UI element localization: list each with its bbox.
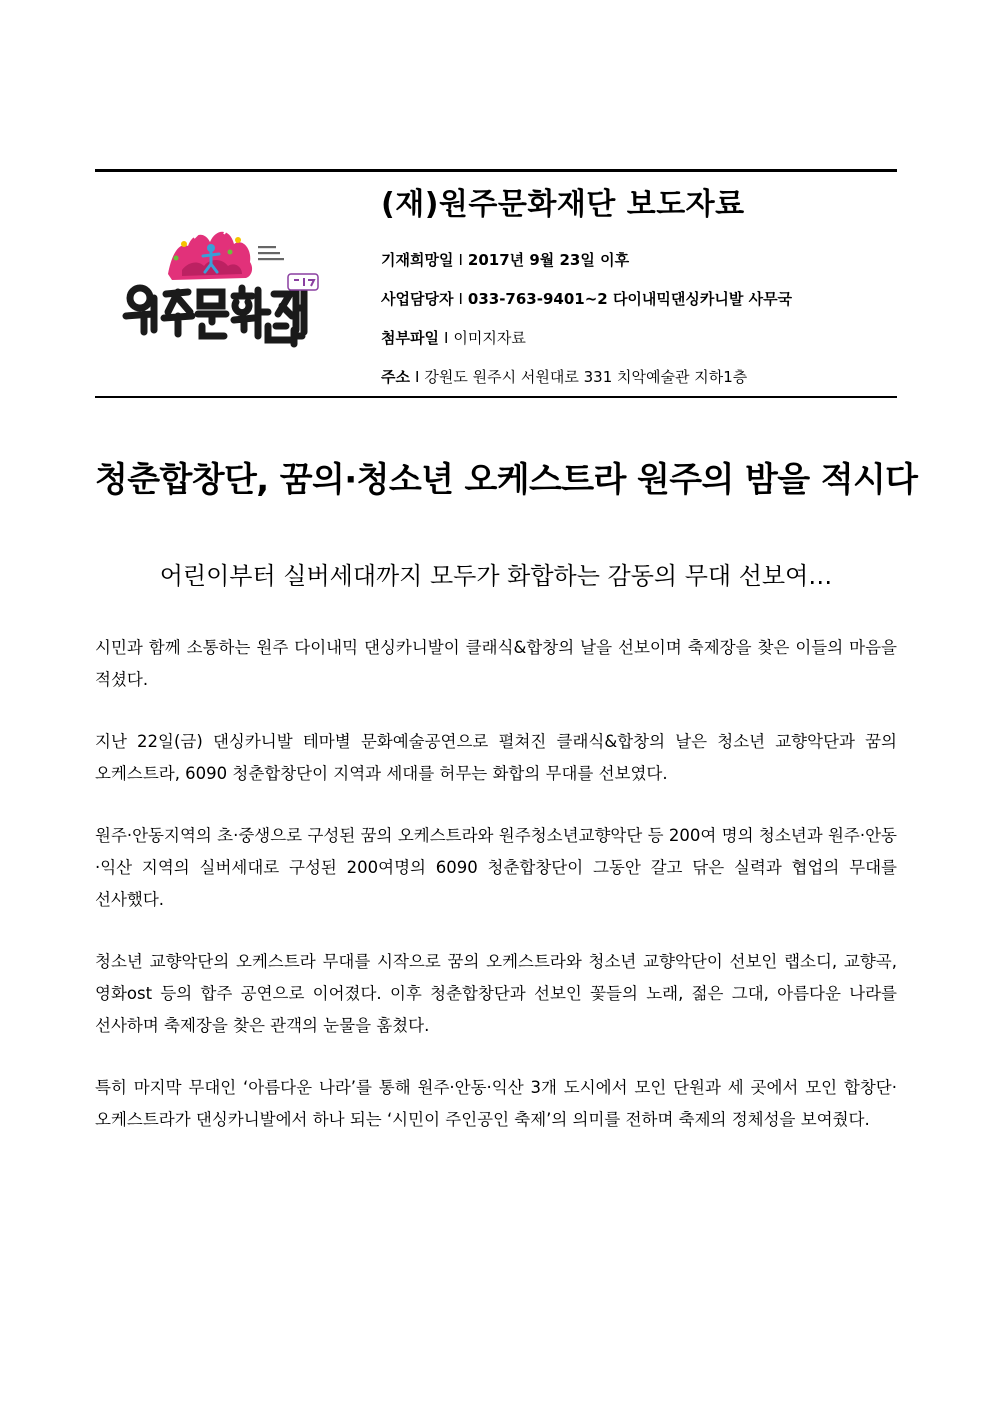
article-subheadline: 어린이부터 실버세대까지 모두가 화합하는 감동의 무대 선보여…	[159, 562, 833, 590]
meta-value: 2017년 9월 23일 이후	[467, 251, 630, 269]
meta-separator: I	[443, 329, 449, 347]
article-paragraph: 지난 22일(금) 댄싱카니발 테마별 문화예술공연으로 펼쳐진 클래식&합창의 날은 청소년 교향악단과 꿈의 오케스트라, 6090 청춘합창단이 지역과 세대를 허무는 화합의 무대를 선보였다.	[95, 732, 897, 783]
article-paragraph: 원주·안동지역의 초·중생으로 구성된 꿈의 오케스트라와 원주청소년교향악단 등 200여 명의 청소년과 원주·안동·익산 지역의 실버세대로 구성된 200여명의 6090 청춘합창단이 그동안 갈고 닦은 실력과 협업의 무대를 선사했다.	[95, 826, 897, 909]
meta-value: 이미지자료	[453, 329, 526, 347]
meta-separator: I	[458, 251, 463, 269]
top-rule	[95, 169, 897, 172]
bottom-rule	[95, 396, 897, 398]
article-headline: 청춘합창단, 꿈의·청소년 오케스트라 원주의 밤을 적시다	[95, 460, 918, 500]
meta-separator: I	[414, 368, 420, 386]
article-paragraph: 시민과 함께 소통하는 원주 다이내믹 댄싱카니발이 클래식&합창의 날을 선보이며 축제장을 찾은 이들의 마음을 적셨다.	[95, 638, 897, 689]
press-release-title: (재)원주문화재단 보도자료	[381, 187, 745, 222]
meta-row-address	[381, 367, 747, 387]
meta-label: 기재희망일	[381, 251, 454, 269]
logo-graphic	[118, 218, 328, 348]
meta-row-release-date	[381, 250, 629, 270]
meta-separator: I	[458, 290, 463, 308]
article-body	[95, 632, 897, 1166]
meta-label: 첨부파일	[381, 329, 439, 347]
meta-label: 사업담당자	[381, 290, 454, 308]
article-paragraph: 특히 마지막 무대인 ‘아름다운 나라’를 통해 원주·안동·익산 3개 도시에서 모인 단원과 세 곳에서 모인 합창단·오케스트라가 댄싱카니발에서 하나 되는 ‘시민이 주인공인 축제’의 의미를 전하며 축제의 정체성을 보여줬다.	[95, 1078, 897, 1129]
article-paragraph: 청소년 교향악단의 오케스트라 무대를 시작으로 꿈의 오케스트라와 청소년 교향악단이 선보인 랩소디, 교향곡, 영화ost 등의 합주 공연으로 이어졌다. 이후 청춘합창단과 선보인 꽃들의 노래, 젊은 그대, 아름다운 나라를 선사하며 축제장을 찾은 관객의 눈물을 훔쳤다.	[95, 952, 897, 1035]
meta-label: 주소	[381, 368, 410, 386]
foundation-logo	[118, 218, 328, 348]
meta-row-attachment	[381, 328, 526, 348]
meta-value: 강원도 원주시 서원대로 331 치악예술관 지하1층	[424, 368, 748, 386]
meta-value: 033-763-9401~2 다이내믹댄싱카니발 사무국	[467, 290, 793, 308]
press-header	[381, 180, 897, 386]
meta-row-contact	[381, 289, 792, 309]
